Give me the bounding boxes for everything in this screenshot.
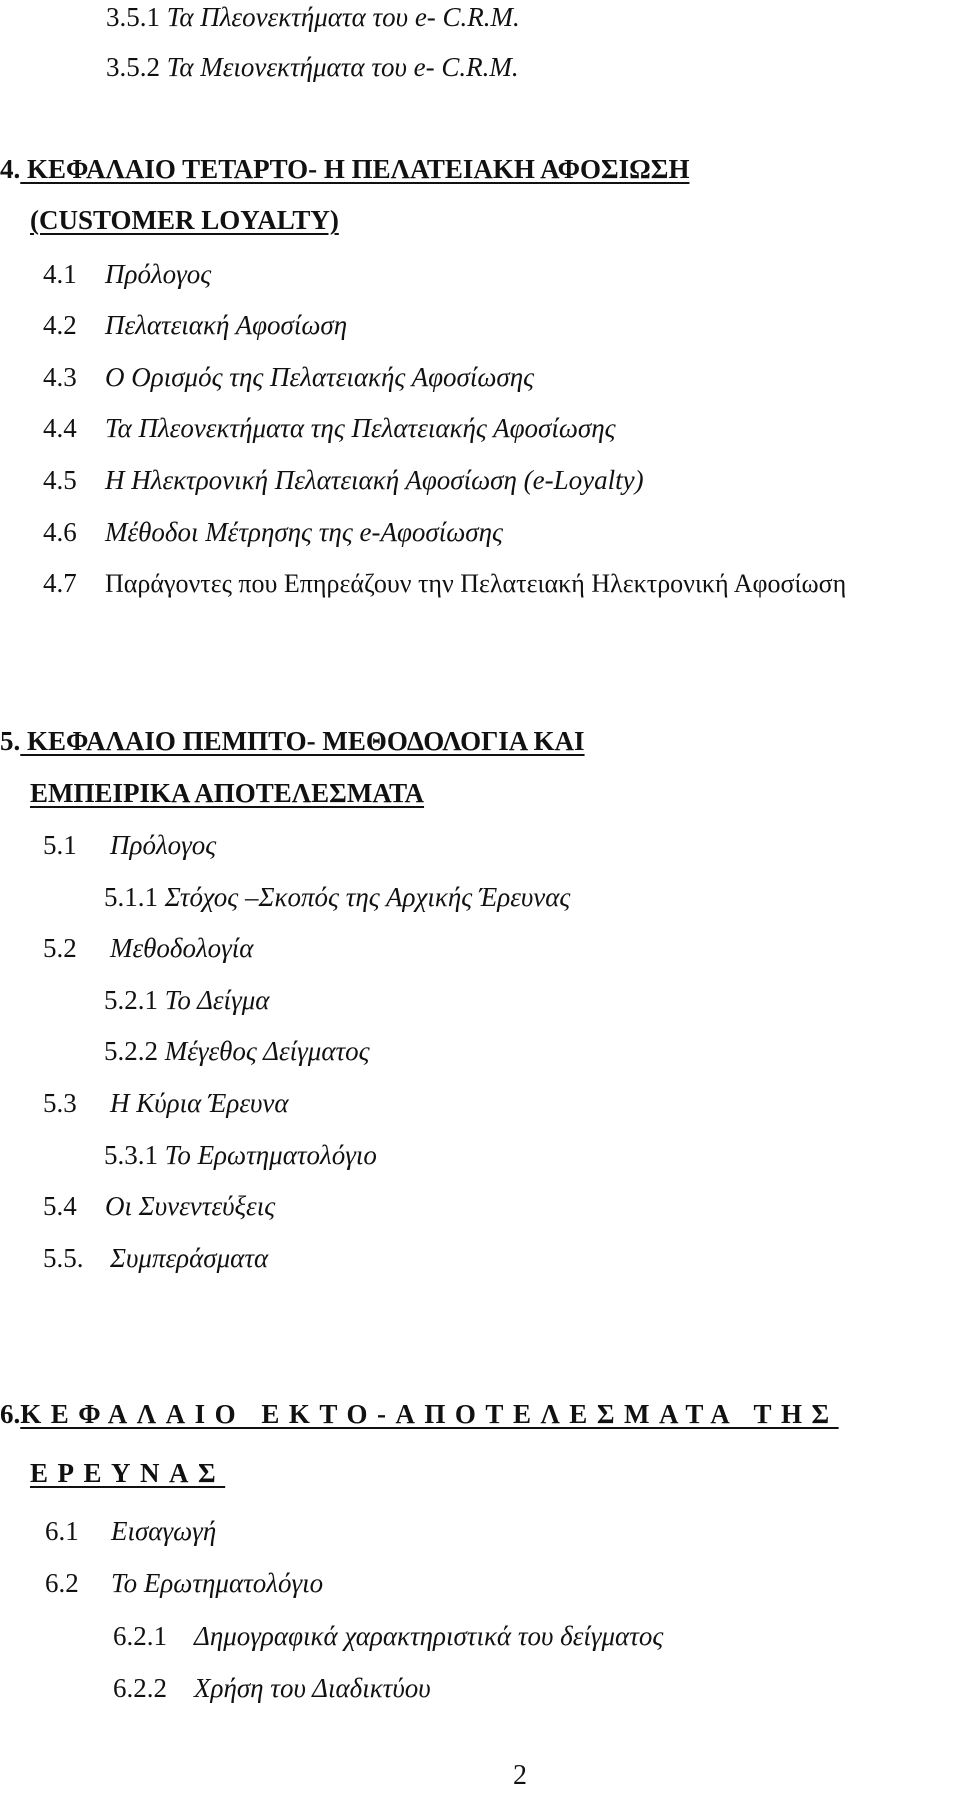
toc-entry: 4.7 Παράγοντες που Επηρεάζουν την Πελατειακή Ηλεκτρονική Αφοσίωση [43, 568, 847, 598]
toc-entry: 5.4 Οι Συνεντεύξεις [43, 1191, 276, 1221]
toc-entry: 6.2 Το Ερωτηματολόγιο [45, 1568, 324, 1598]
chapter-4-heading: 4. ΚΕΦΑΛΑΙΟ ΤΕΤΑΡΤΟ- Η ΠΕΛΑΤΕΙΑΚΗ ΑΦΟΣΙΩΣΗ [0, 154, 690, 184]
toc-entry: 4.1 Πρόλογος [43, 259, 212, 289]
chapter-5-heading-line2: ΕΜΠΕΙΡΙΚΑ ΑΠΟΤΕΛΕΣΜΑΤΑ [30, 778, 425, 808]
toc-entry: 3.5.2 Τα Μειονεκτήματα του e- C.R.M. [106, 52, 519, 82]
toc-entry: 5.2.2 Μέγεθος Δείγματος [104, 1036, 370, 1066]
toc-entry: 5.5. Συμπεράσματα [43, 1243, 269, 1273]
toc-entry: 6.1 Εισαγωγή [45, 1516, 217, 1546]
toc-entry: 3.5.1 Τα Πλεονεκτήματα του e- C.R.M. [106, 2, 520, 32]
toc-entry: 5.3.1 Το Ερωτηματολόγιο [104, 1140, 377, 1170]
toc-entry: 4.2 Πελατειακή Αφοσίωση [43, 310, 348, 340]
chapter-4-heading-line2: (CUSTOMER LOYALTY) [30, 205, 339, 235]
toc-entry: 5.3 Η Κύρια Έρευνα [43, 1088, 289, 1118]
page-number: 2 [513, 1760, 527, 1791]
toc-entry: 5.2 Μεθοδολογία [43, 933, 254, 963]
chapter-5-heading: 5. ΚΕΦΑΛΑΙΟ ΠΕΜΠΤΟ- ΜΕΘΟΔΟΛΟΓΙΑ ΚΑΙ [0, 726, 585, 756]
toc-entry: 6.2.2 Χρήση του Διαδικτύου [113, 1673, 431, 1703]
toc-entry: 4.6 Μέθοδοι Μέτρησης της e-Αφοσίωσης [43, 517, 503, 547]
toc-entry: 5.1.1 Στόχος –Σκοπός της Αρχικής Έρευνας [104, 882, 571, 912]
chapter-6-heading-line2: ΕΡΕΥΝΑΣ [30, 1458, 226, 1488]
toc-entry: 4.4 Τα Πλεονεκτήματα της Πελατειακής Αφοσίωσης [43, 413, 616, 443]
toc-entry: 5.1 Πρόλογος [43, 830, 217, 860]
chapter-6-heading: 6.ΚΕΦΑΛΑΙΟ ΕΚΤΟ-ΑΠΟΤΕΛΕΣΜΑΤΑ ΤΗΣ [0, 1399, 839, 1429]
toc-entry: 5.2.1 Το Δείγμα [104, 985, 270, 1015]
toc-entry: 4.5 Η Ηλεκτρονική Πελατειακή Αφοσίωση (e-Loyalty) [43, 465, 644, 495]
toc-entry: 6.2.1 Δημογραφικά χαρακτηριστικά του δείγματος [113, 1621, 664, 1651]
toc-entry: 4.3 Ο Ορισμός της Πελατειακής Αφοσίωσης [43, 362, 535, 392]
